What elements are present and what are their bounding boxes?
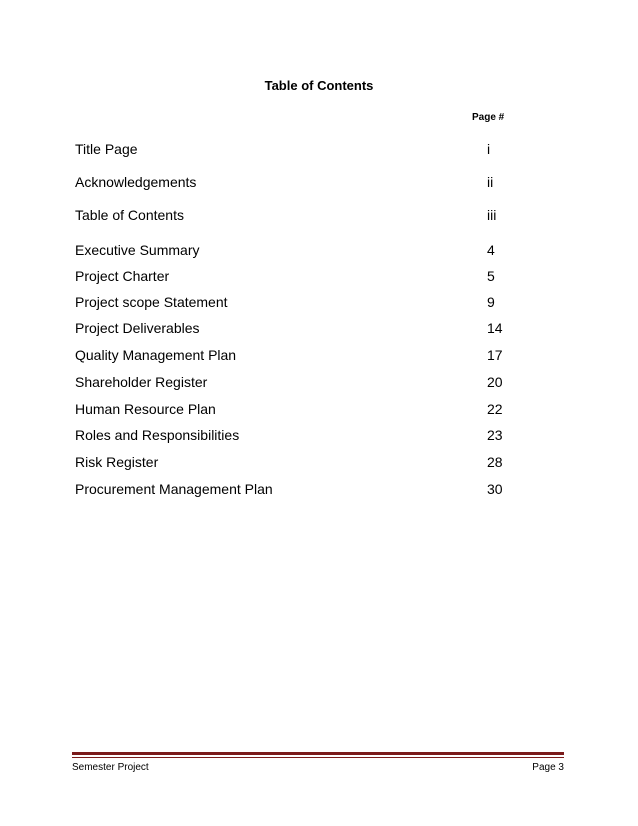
toc-entry-label: Roles and Responsibilities [75,427,240,443]
toc-entry [75,242,515,262]
toc-entry-page: 20 [487,374,503,390]
toc-entry-page: 14 [487,320,503,336]
footer-rule-thick [72,752,564,755]
toc-entry-page: 30 [487,481,503,497]
toc-entry-label: Human Resource Plan [75,401,216,417]
toc-entry [75,347,515,367]
toc-entry-page: 5 [487,268,495,284]
footer-rule-thin [72,757,564,758]
toc-entry [75,374,515,394]
page-column-header: Page # [472,112,505,123]
toc-entry [75,141,515,161]
toc-entry-label: Risk Register [75,454,159,470]
toc-entry [75,481,515,501]
toc-entry-page: 17 [487,347,503,363]
toc-entry-page: 28 [487,454,503,470]
toc-entry-page: iii [487,207,497,223]
toc-entry-label: Acknowledgements [75,174,197,190]
toc-entry [75,268,515,288]
toc-entry-label: Table of Contents [75,207,184,223]
toc-entry-page: 9 [487,294,495,310]
toc-entry-label: Project Charter [75,268,170,284]
toc-entry-page: ii [487,174,494,190]
toc-entry-page: i [487,141,491,157]
footer-document-title: Semester Project [72,762,149,773]
toc-entry [75,427,515,447]
toc-entry [75,401,515,421]
toc-entry [75,174,515,194]
footer-page-number: Page 3 [532,762,564,773]
toc-entry-page: 4 [487,242,495,258]
toc-entry-label: Procurement Management Plan [75,481,273,497]
toc-entry-page: 23 [487,427,503,443]
toc-entry [75,320,515,340]
toc-entry-label: Shareholder Register [75,374,208,390]
toc-entry [75,207,515,227]
toc-title: Table of Contents [264,78,374,93]
toc-entry [75,454,515,474]
toc-entry-label: Project scope Statement [75,294,228,310]
toc-entry-label: Quality Management Plan [75,347,237,363]
toc-entry-page: 22 [487,401,503,417]
toc-entry-label: Executive Summary [75,242,200,258]
toc-entry-label: Project Deliverables [75,320,200,336]
toc-entry-label: Title Page [75,141,138,157]
toc-entry [75,294,515,314]
